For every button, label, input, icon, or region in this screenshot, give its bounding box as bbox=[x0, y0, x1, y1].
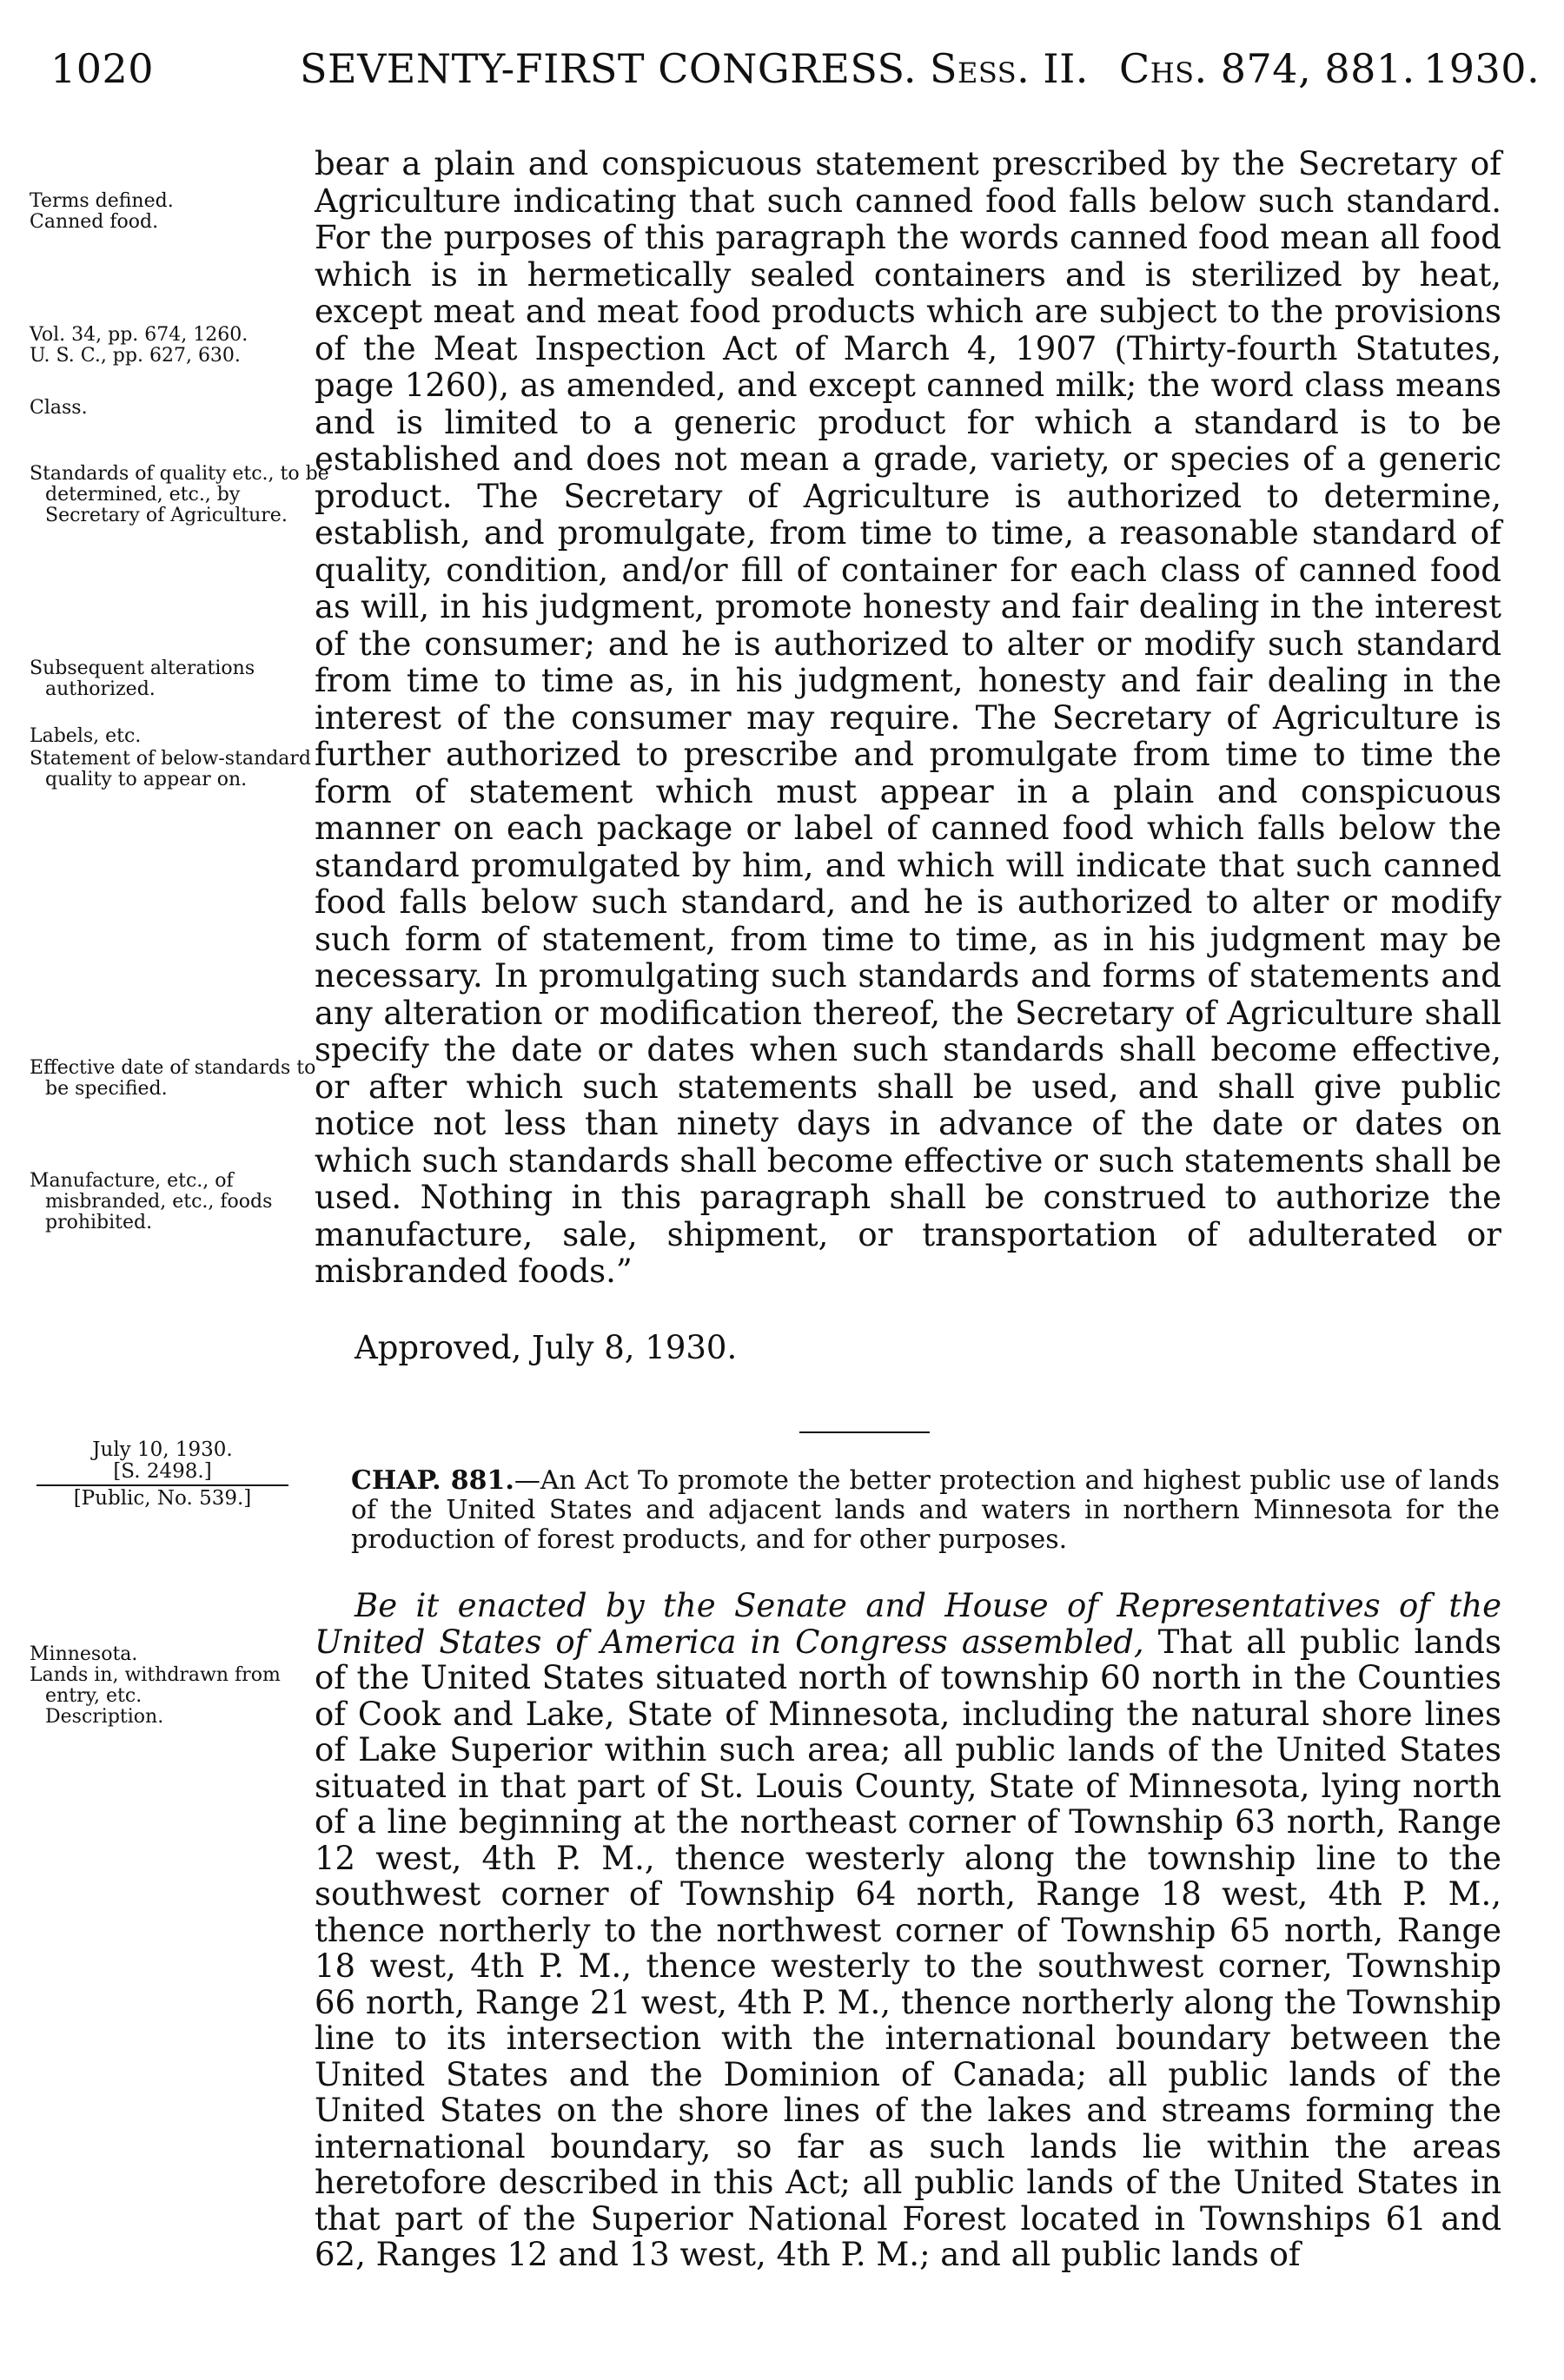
enacting-paragraph bbox=[315, 1588, 1501, 2273]
enacting-clause: Be it enacted by the Senate and House of Representatives of the United States of America in Congress assembled, bbox=[315, 1587, 1501, 1661]
bill-info bbox=[36, 1439, 288, 1510]
chapter-heading bbox=[351, 1466, 1500, 1555]
congress-title: SEVENTY-FIRST CONGRESS. bbox=[300, 45, 918, 92]
public-law-number: [Public, No. 539.] bbox=[73, 1487, 252, 1510]
section-divider bbox=[799, 1431, 930, 1433]
chapter-label: CHAP. 881. bbox=[351, 1465, 514, 1496]
margin-note-description: Description. bbox=[45, 1706, 164, 1728]
bill-info-divider bbox=[36, 1484, 288, 1486]
margin-note-class: Class. bbox=[30, 397, 88, 419]
margin-note-lands-withdrawn: Lands in, withdrawn from entry, etc. bbox=[30, 1664, 281, 1707]
approval-date: Approved, July 8, 1930. bbox=[355, 1329, 738, 1366]
session-label: Sess. II. bbox=[930, 45, 1089, 92]
senate-bill-number: [S. 2498.] bbox=[113, 1460, 212, 1483]
margin-note-terms-defined: Terms defined. bbox=[30, 190, 174, 212]
margin-note-labels: Labels, etc. bbox=[30, 725, 142, 747]
section-text: That all public lands of the United States situated north of township 60 north in the Counties of Cook and Lake, State of Minnesota, including the natural shore lines of Lake Superior within such area; all public lands of the United States situated in that part of St. Louis County, State of Minnesota, lying north of a line beginning at the northeast corner of Township 63 north, Range 12 west, 4th P. M., thence westerly along the township line to the southwest corner of Township 64 north, Range 18 west, 4th P. M., thence northerly to the northwest corner of Township 65 north, Range 18 west, 4th P. M., thence westerly to the southwest corner, Township 66 north, Range 21 west, 4th P. M., thence northerly along the Township line to its intersection with the international boundary between the United States and the Dominion of Canada; all public lands of the United States on the shore lines of the lakes and streams forming the international boundary, so far as such lands lie within the areas heretofore described in this Act; all public lands of the United States in that part of the Superior National Forest located in Townships 61 and 62, Ranges 12 and 13 west, 4th P. M.; and all public lands of bbox=[315, 1623, 1501, 2273]
enactment-date: July 10, 1930. bbox=[92, 1438, 233, 1461]
margin-note-subsequent-alterations: Subsequent alterations authorized. bbox=[30, 658, 255, 700]
chapter-title: —An Act To promote the better protection and highest public use of lands of the United States and adjacent lands and waters in northern Minnesota for the production of forest products, and for other purposes. bbox=[351, 1465, 1501, 1555]
margin-note-statement: Statement of below-standard quality to appear on. bbox=[30, 748, 312, 790]
year-label: 1930. bbox=[1423, 45, 1541, 92]
margin-note-manufacture-prohibited: Manufacture, etc., of misbranded, etc., foods prohibited. bbox=[30, 1170, 273, 1233]
margin-note-usc-reference: U. S. C., pp. 627, 630. bbox=[30, 345, 241, 367]
paragraph-canned-food bbox=[315, 146, 1501, 1291]
margin-note-minnesota: Minnesota. bbox=[30, 1643, 138, 1665]
running-head bbox=[50, 45, 1541, 106]
paragraph-text: bear a plain and conspicuous statement prescribed by the Secretary of Agriculture indicating that such canned food falls below such standard. For the purposes of this paragraph the words canned food mean all food which is in hermetically sealed containers and is sterilized by heat, except meat and meat food products which are subject to the provisions of the Meat Inspection Act of March 4, 1907 (Thirty-fourth Statutes, page 1260), as amended, and except canned milk; the word class means and is limited to a generic product for which a standard is to be established and does not mean a grade, variety, or species of a generic product. The Secretary of Agriculture is authorized to determine, establish, and promulgate, from time to time, a reasonable standard of quality, condition, and/or fill of container for each class of canned food as will, in his judgment, promote honesty and fair dealing in the interest of the consumer; and he is authorized to alter or modify such standard from time to time as, in his judgment, honesty and fair dealing in the interest of the consumer may require. The Secretary of Agriculture is further authorized to prescribe and promulgate from time to time the form of statement which must appear in a plain and conspicuous manner on each package or label of canned food which falls below the standard promulgated by him, and which will indicate that such canned food falls below such standard, and he is authorized to alter or modify such form of statement, from time to time, as in his judgment may be necessary. In promulgating such standards and forms of statements and any alteration or modification thereof, the Secretary of Agriculture shall specify the date or dates when such standards shall become effective, or after which such statements shall be used, and shall give public notice not less than ninety days in advance of the date or dates on which such standards shall become effective or such statements shall be used. Nothing in this paragraph shall be construed to authorize the manufacture, sale, shipment, or transportation of adulterated or misbranded foods.” bbox=[315, 145, 1501, 1290]
chapters-label: Chs. 874, 881. bbox=[1119, 45, 1415, 92]
margin-note-effective-date: Effective date of standards to be specified. bbox=[30, 1057, 316, 1100]
margin-note-volume-reference: Vol. 34, pp. 674, 1260. bbox=[30, 324, 249, 346]
page-number: 1020 bbox=[50, 45, 155, 92]
margin-note-canned-food: Canned food. bbox=[30, 211, 159, 233]
margin-note-standards: Standards of quality etc., to be determined, etc., by Secretary of Agriculture. bbox=[30, 463, 329, 526]
